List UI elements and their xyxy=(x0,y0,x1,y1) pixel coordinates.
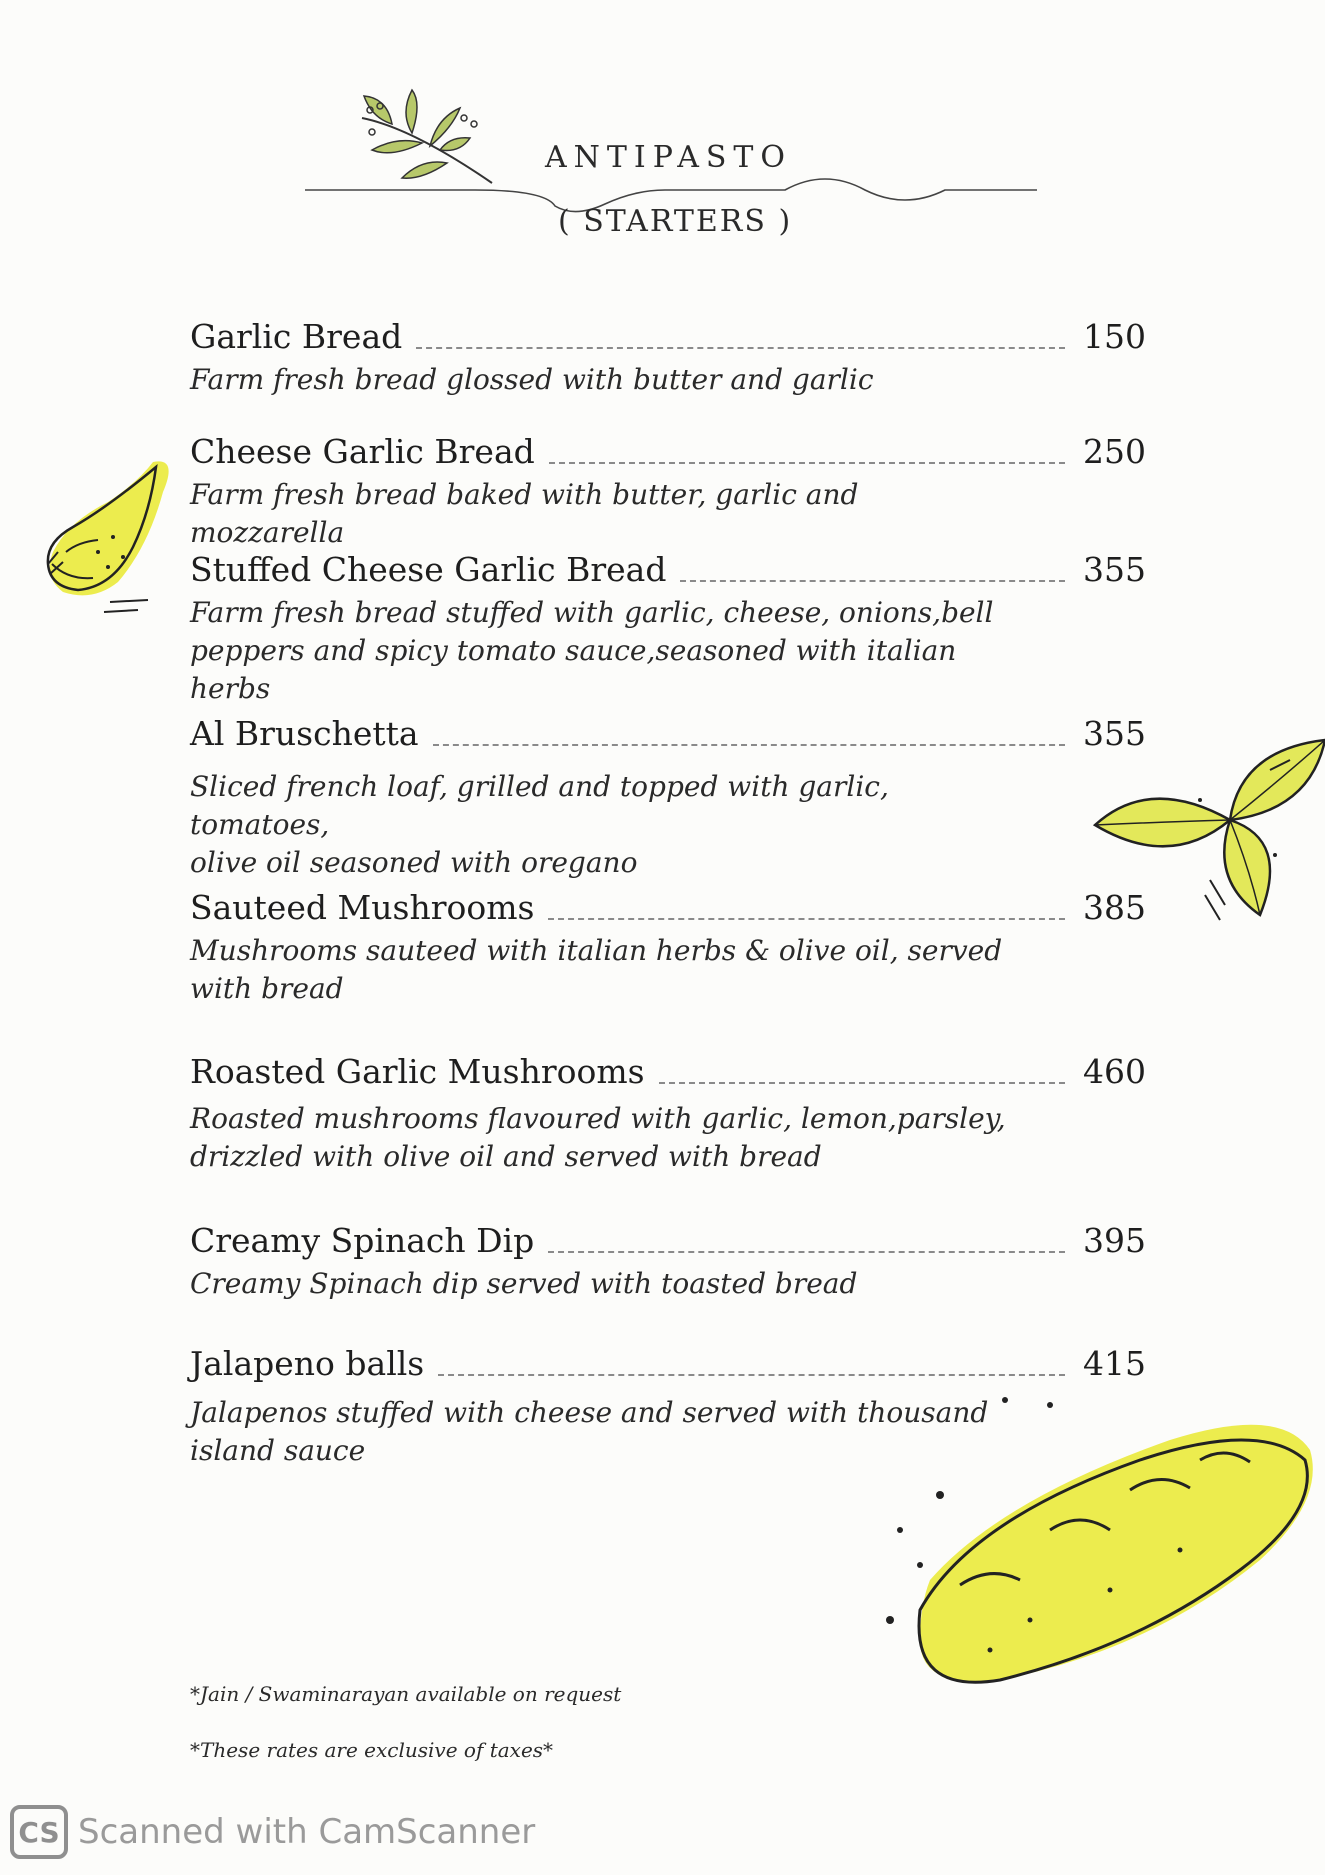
menu-item-stuffed-cheese-garlic-bread xyxy=(190,546,1145,708)
item-description: Jalapenos stuffed with cheese and served with thousand island sauce xyxy=(190,1396,989,1467)
section-title: ANTIPASTO xyxy=(545,140,793,175)
dotted-leader xyxy=(548,917,1065,920)
tax-note: *These rates are exclusive of taxes* xyxy=(190,1738,554,1762)
camscanner-logo: CS xyxy=(10,1805,68,1859)
item-price: 150 xyxy=(1083,317,1146,356)
item-description: Roasted mushrooms flavoured with garlic, lemon,parsley, drizzled with olive oil and served with bread xyxy=(190,1102,1006,1173)
section-subtitle: ( STARTERS ) xyxy=(558,204,793,239)
dotted-leader xyxy=(659,1081,1065,1084)
menu-item-al-bruschetta xyxy=(190,710,1145,882)
item-name: Cheese Garlic Bread xyxy=(190,432,535,471)
garlic-clove-icon xyxy=(38,452,178,622)
menu-item-cheese-garlic-bread xyxy=(190,428,1145,552)
item-description: Mushrooms sauteed with italian herbs & olive oil, served with bread xyxy=(190,934,1003,1005)
menu-item-garlic-bread xyxy=(190,313,1145,399)
item-price: 355 xyxy=(1083,714,1146,753)
camscanner-watermark xyxy=(10,1805,535,1859)
menu-item-sauteed-mushrooms xyxy=(190,884,1145,1008)
item-description: Farm fresh bread glossed with butter and garlic xyxy=(190,363,874,396)
dotted-leader xyxy=(438,1373,1065,1376)
item-description: Farm fresh bread baked with butter, garlic and mozzarella xyxy=(190,478,859,549)
item-description: Creamy Spinach dip served with toasted bread xyxy=(190,1267,858,1300)
jain-note: *Jain / Swaminarayan available on request xyxy=(190,1682,622,1706)
item-name: Jalapeno balls xyxy=(190,1344,425,1383)
item-name: Al Bruschetta xyxy=(190,714,419,753)
item-price: 395 xyxy=(1083,1221,1146,1260)
menu-item-creamy-spinach-dip xyxy=(190,1217,1145,1303)
dotted-leader xyxy=(416,346,1065,349)
item-name: Stuffed Cheese Garlic Bread xyxy=(190,550,667,589)
item-description: Sliced french loaf, grilled and topped with garlic, tomatoes, olive oil seasoned with oregano xyxy=(190,770,889,879)
item-name: Garlic Bread xyxy=(190,317,403,356)
bread-loaf-icon xyxy=(880,1380,1325,1710)
item-price: 415 xyxy=(1083,1344,1146,1383)
item-price: 355 xyxy=(1083,550,1146,589)
item-name: Roasted Garlic Mushrooms xyxy=(190,1052,645,1091)
menu-item-roasted-garlic-mushrooms xyxy=(190,1048,1145,1176)
item-description: Farm fresh bread stuffed with garlic, cheese, onions,bell peppers and spicy tomato sauce,seasoned with italian herbs xyxy=(190,596,994,705)
dotted-leader xyxy=(680,579,1065,582)
watermark-text: Scanned with CamScanner xyxy=(78,1812,536,1852)
dotted-leader xyxy=(549,461,1065,464)
item-name: Sauteed Mushrooms xyxy=(190,888,535,927)
basil-leaves-icon xyxy=(1090,730,1325,940)
item-price: 250 xyxy=(1083,432,1146,471)
item-price: 460 xyxy=(1083,1052,1146,1091)
item-name: Creamy Spinach Dip xyxy=(190,1221,535,1260)
menu-header xyxy=(0,0,1325,260)
dotted-leader xyxy=(433,743,1065,746)
dotted-leader xyxy=(548,1250,1065,1253)
item-price: 385 xyxy=(1083,888,1146,927)
